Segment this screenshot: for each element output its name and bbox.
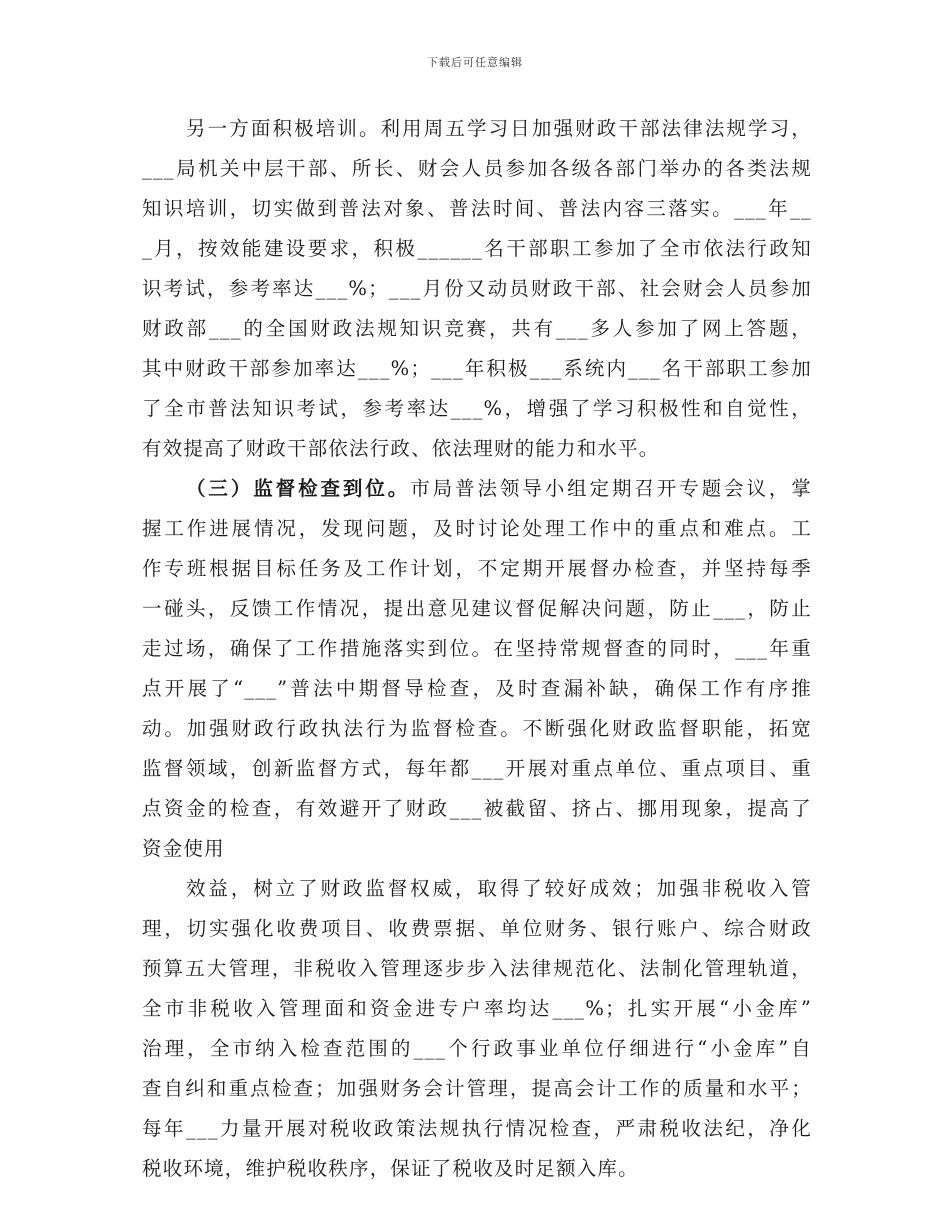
paragraph-line: 知识培训，切实做到普法对象、普法时间、普法内容三落实。___年__: [142, 197, 812, 220]
paragraph-line: 理，切实强化收费项目、收费票据、单位财务、银行账户、综合财政: [142, 917, 812, 940]
paragraph-line: 财政部___的全国财政法规知识竞赛，共有___多人参加了网上答题，: [142, 317, 812, 340]
section-heading: （三）监督检查到位。: [186, 477, 411, 500]
paragraph-line: 了全市普法知识考试，参考率达___%，增强了学习积极性和自觉性，: [142, 397, 812, 420]
paragraph-line: 动。加强财政行政执法行为监督检查。不断强化财政监督职能，拓宽: [142, 717, 812, 740]
paragraph-line: 每年___力量开展对税收政策法规执行情况检查，严肃税收法纪，净化: [142, 1117, 812, 1140]
paragraph-line: 其中财政干部参加率达___%；___年积极___系统内___名干部职工参加: [142, 357, 812, 380]
paragraph-line: 治理，全市纳入检查范围的___个行政事业单位仔细进行“小金库”自: [142, 1037, 812, 1060]
paragraph-line: 握工作进展情况，发现问题，及时讨论处理工作中的重点和难点。工: [142, 517, 812, 540]
paragraph-line: 查自纠和重点检查；加强财务会计管理，提高会计工作的质量和水平；: [142, 1077, 812, 1100]
section-text: 市局普法领导小组定期召开专题会议，掌: [410, 477, 812, 500]
paragraph-line: 效益，树立了财政监督权威，取得了较好成效；加强非税收入管: [186, 877, 812, 900]
paragraph-line: 作专班根据目标任务及工作计划，不定期开展督办检查，并坚持每季: [142, 557, 812, 580]
paragraph-line: ___局机关中层干部、所长、财会人员参加各级各部门举办的各类法规: [142, 157, 812, 180]
section-line: [186, 474, 812, 504]
paragraph-line: 走过场，确保了工作措施落实到位。在坚持常规督查的同时，___年重: [142, 637, 812, 660]
paragraph-line: 税收环境，维护税收秩序，保证了税收及时足额入库。: [142, 1157, 639, 1180]
paragraph-line: _月，按效能建设要求，积极______名干部职工参加了全市依法行政知: [142, 237, 812, 260]
paragraph-line: 监督领域，创新监督方式，每年都___开展对重点单位、重点项目、重: [142, 757, 812, 780]
paragraph-line: 有效提高了财政干部依法行政、依法理财的能力和水平。: [142, 437, 660, 460]
paragraph-line: 识考试，参考率达___%；___月份又动员财政干部、社会财会人员参加: [142, 277, 812, 300]
page-header: 下载后可任意编辑: [427, 56, 523, 69]
paragraph-line: 另一方面积极培训。利用周五学习日加强财政干部法律法规学习，: [186, 117, 812, 140]
paragraph-line: 一碰头，反馈工作情况，提出意见建议督促解决问题，防止___，防止: [142, 597, 812, 620]
paragraph-line: 全市非税收入管理面和资金进专户率均达___%；扎实开展“小金库”: [142, 997, 812, 1020]
paragraph-line: 资金使用: [142, 837, 225, 860]
paragraph-line: 预算五大管理，非税收入管理逐步步入法律规范化、法制化管理轨道，: [142, 957, 812, 980]
paragraph-line: 点开展了“___”普法中期督导检查，及时查漏补缺，确保工作有序推: [142, 677, 812, 700]
paragraph-line: 点资金的检查，有效避开了财政___被截留、挤占、挪用现象，提高了: [142, 797, 812, 820]
